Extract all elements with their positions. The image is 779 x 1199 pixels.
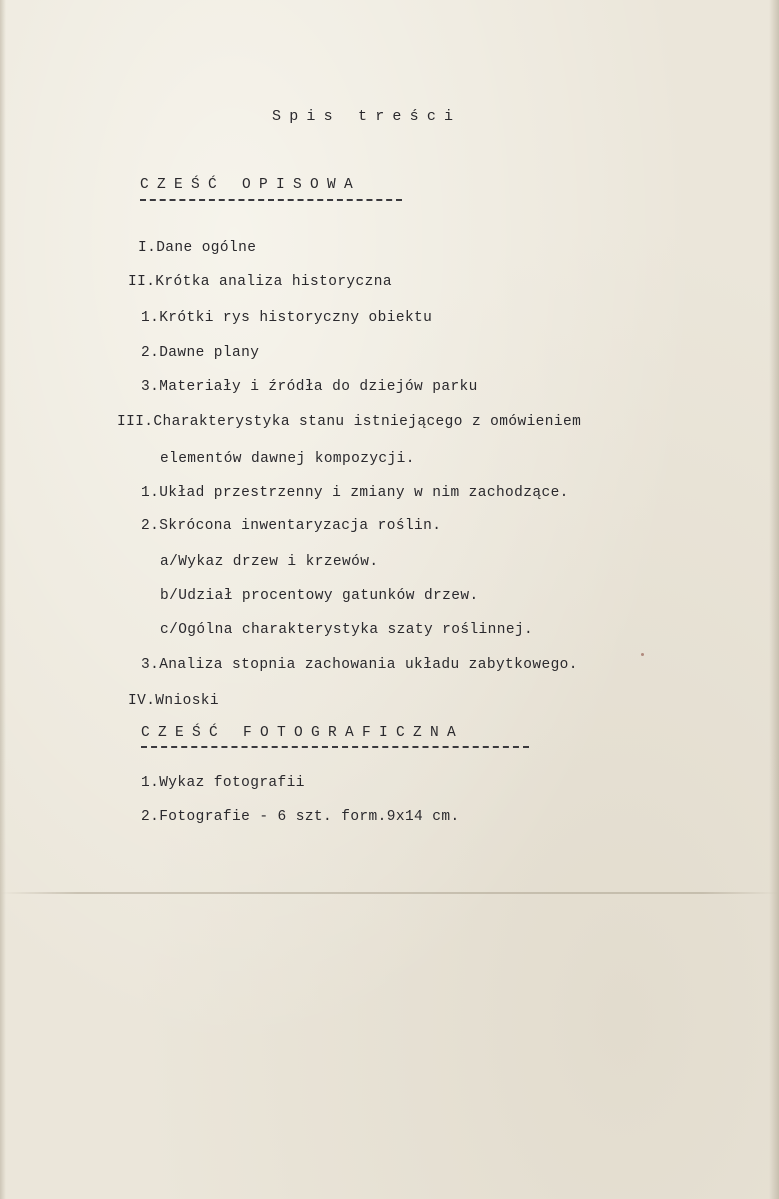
section-heading-underline [141, 746, 529, 748]
toc-item: 2.Skrócona inwentaryzacja roślin. [141, 518, 442, 534]
toc-item: 1.Krótki rys historyczny obiektu [141, 310, 433, 326]
toc-item: b/Udział procentowy gatunków drzew. [160, 588, 479, 604]
toc-item: II.Krótka analiza historyczna [128, 274, 392, 290]
toc-item: 1.Wykaz fotografii [141, 775, 305, 791]
toc-item: 3.Materiały i źródła do dziejów parku [141, 379, 478, 395]
section-heading-descriptive: CZEŚĆ OPISOWA [140, 177, 362, 193]
toc-item: I.Dane ogólne [138, 240, 257, 256]
section-heading-photographic: CZEŚĆ FOTOGRAFICZNA [141, 725, 465, 741]
document-title: Spis treści [272, 108, 462, 125]
paper-fold-line [0, 892, 779, 894]
toc-item: c/Ogólna charakterystyka szaty roślinnej. [160, 622, 534, 638]
toc-item: a/Wykaz drzew i krzewów. [160, 554, 379, 570]
toc-item: III.Charakterystyka stanu istniejącego z omówieniem [117, 414, 582, 430]
toc-item: elementów dawnej kompozycji. [160, 451, 415, 467]
toc-item: IV.Wnioski [128, 693, 220, 709]
paper-edge-right [769, 0, 779, 1199]
toc-item: 1.Układ przestrzenny i zmiany w nim zachodzące. [141, 485, 569, 501]
section-heading-underline [140, 199, 402, 201]
toc-item: 2.Fotografie - 6 szt. form.9x14 cm. [141, 809, 460, 825]
toc-item: 3.Analiza stopnia zachowania układu zabytkowego. [141, 657, 578, 673]
paper-speck [641, 653, 644, 656]
toc-item: 2.Dawne plany [141, 345, 260, 361]
paper-edge-left [0, 0, 6, 1199]
